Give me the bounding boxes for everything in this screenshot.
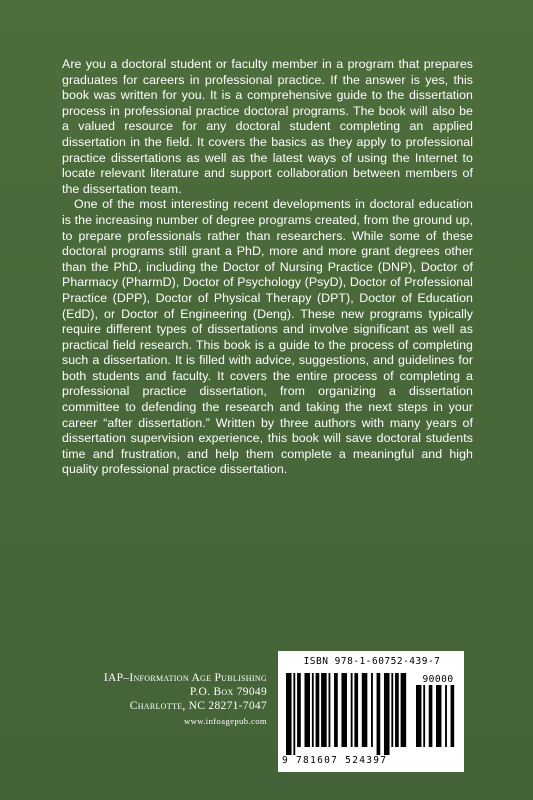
description-paragraph-1: Are you a doctoral student or faculty member in a program that prepares graduates for careers in professional practice. If the answer is yes, this book was written for you. It is a comprehensive guide to the dissertation process in professional practice doctoral programs. The book will also be a valued resource for any doctoral student completing an applied dissertation in the field. It covers the basics as they apply to professional practice dissertations as well as the latest ways of using the Internet to locate relevant literature and support collaboration between members of the dissertation team. [62,57,473,196]
publisher-website: www.infoagepub.com [183,715,267,726]
barcode-bar [416,685,421,747]
barcode-bar [297,673,301,747]
barcode-bar [429,685,433,747]
barcode-bar [329,673,331,747]
book-description [62,57,473,478]
publisher-address-line-1: P.O. Box 79049 [189,686,267,699]
barcode-bar [391,673,393,747]
publisher-address-line-2: Charlotte, NC 28271-7047 [129,700,267,713]
barcode-bar [395,673,399,747]
barcode-bar [293,673,295,755]
barcode-bar [445,685,447,747]
barcode-bar [351,673,353,747]
barcode-bar [354,673,358,747]
barcode-bar [401,673,407,747]
barcode-bar [316,673,320,747]
publisher-name: IAP–Information Age Publishing [103,672,267,684]
barcode-bar [334,673,338,747]
isbn-label: ISBN 978-1-60752-439-7 [303,656,441,667]
barcode-bar [436,685,441,747]
price-code-label: 90000 [422,674,454,685]
barcode-bar [362,673,368,747]
barcode-bar [321,673,327,747]
ean-barcode-bars-icon [286,673,408,755]
description-paragraph-2: One of the most interesting recent developments in doctoral education is the increasing number of degree programs created, from the ground up, to prepare professionals rather than researchers. While some of these doctoral programs still grant a PhD, more and more grant degrees other than the PhD, including the Doctor of Nursing Practice (DNP), Doctor of Pharmacy (PharmD), Doctor of Psychology (PsyD), Doctor of Professional Practice (DPP), Doctor of Physical Therapy (DPT), Doctor of Education (EdD), or Doctor of Engineering (Deng). These new programs typically require different types of dissertations and involve significant as well as practical field research. This book is a guide to the process of completing such a dissertation. It is filled with advice, suggestions, and guidelines for both students and faculty. It covers the entire process of completing a professional practice dissertation, from organizing a dissertation committee to defending the research and taking the next steps in your career “after dissertation.” Written by three authors with many years of dissertation supervision experience, this book will save doctoral students time and frustration, and help them complete a meaningful and high quality professional practice dissertation. [62,197,473,477]
barcode-bar [371,673,373,747]
publisher-info [72,671,267,728]
ean-number: 9 781607 524397 [282,755,388,766]
barcode-bar [286,673,292,755]
barcode-bar [451,685,455,747]
barcode-bar [312,673,314,747]
barcode-bar [304,673,310,747]
barcode-bar [377,673,381,755]
addon-barcode-bars-icon [416,685,456,755]
barcode-bar [341,673,347,747]
barcode-bar [384,673,390,755]
isbn-barcode [278,651,464,772]
barcode-bar [423,685,425,747]
